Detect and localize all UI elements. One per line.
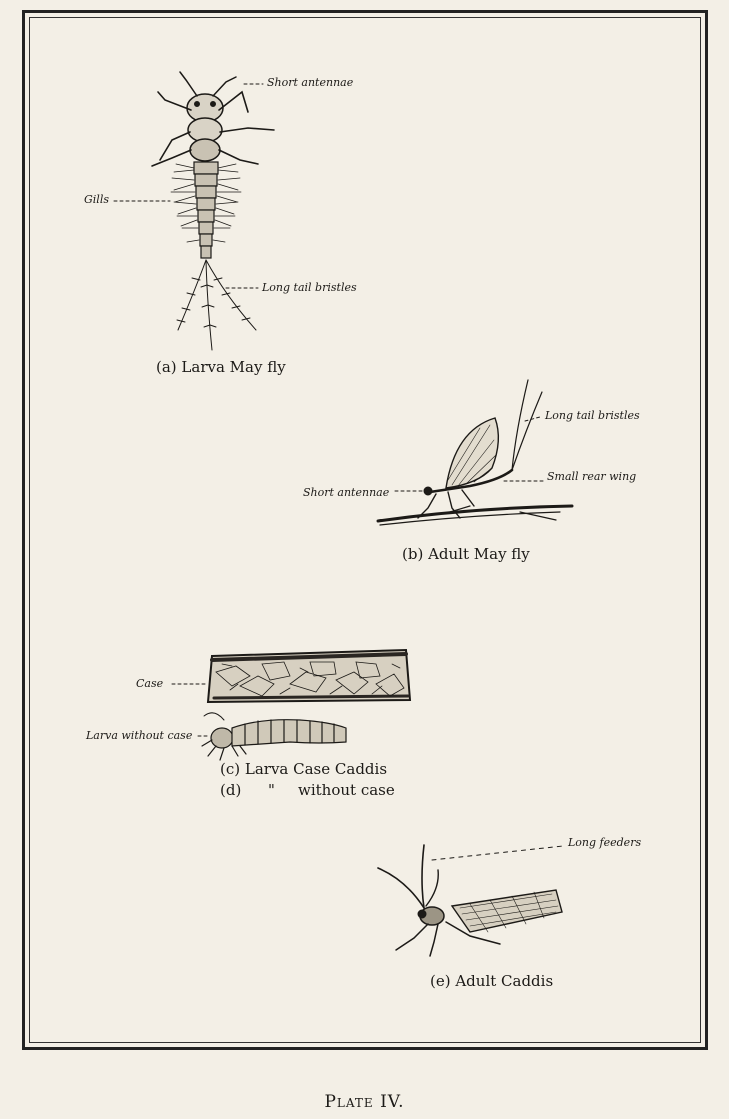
label-case: Case: [136, 677, 164, 690]
label-long-feeders: Long feeders: [568, 836, 642, 849]
mayfly-adult-drawing: [378, 380, 572, 525]
label-small-rear-wing: Small rear wing: [547, 470, 637, 483]
plate-title: Plate IV.: [324, 1092, 405, 1112]
label-long-tail-bristles-adult: Long tail bristles: [545, 409, 640, 422]
caddis-adult-drawing: [378, 845, 563, 956]
label-larva-without-case: Larva without case: [86, 729, 193, 742]
caption-c: (c) Larva Case Caddis: [220, 760, 388, 778]
label-long-tail-bristles-larva: Long tail bristles: [262, 281, 357, 294]
caption-b: (b) Adult May fly: [402, 545, 530, 563]
caption-d-letter: (d): [220, 781, 242, 799]
label-short-antennae-larva: Short antennae: [267, 76, 354, 89]
caddis-case-drawing: [172, 650, 410, 760]
caption-d: without case: [298, 781, 395, 799]
caption-d-ditto: ": [268, 781, 275, 799]
label-short-antennae-adult: Short antennae: [303, 486, 390, 499]
caption-e: (e) Adult Caddis: [430, 972, 554, 990]
caption-a: (a) Larva May fly: [156, 358, 286, 376]
mayfly-larva-drawing: [114, 72, 274, 350]
label-gills: Gills: [84, 193, 109, 206]
